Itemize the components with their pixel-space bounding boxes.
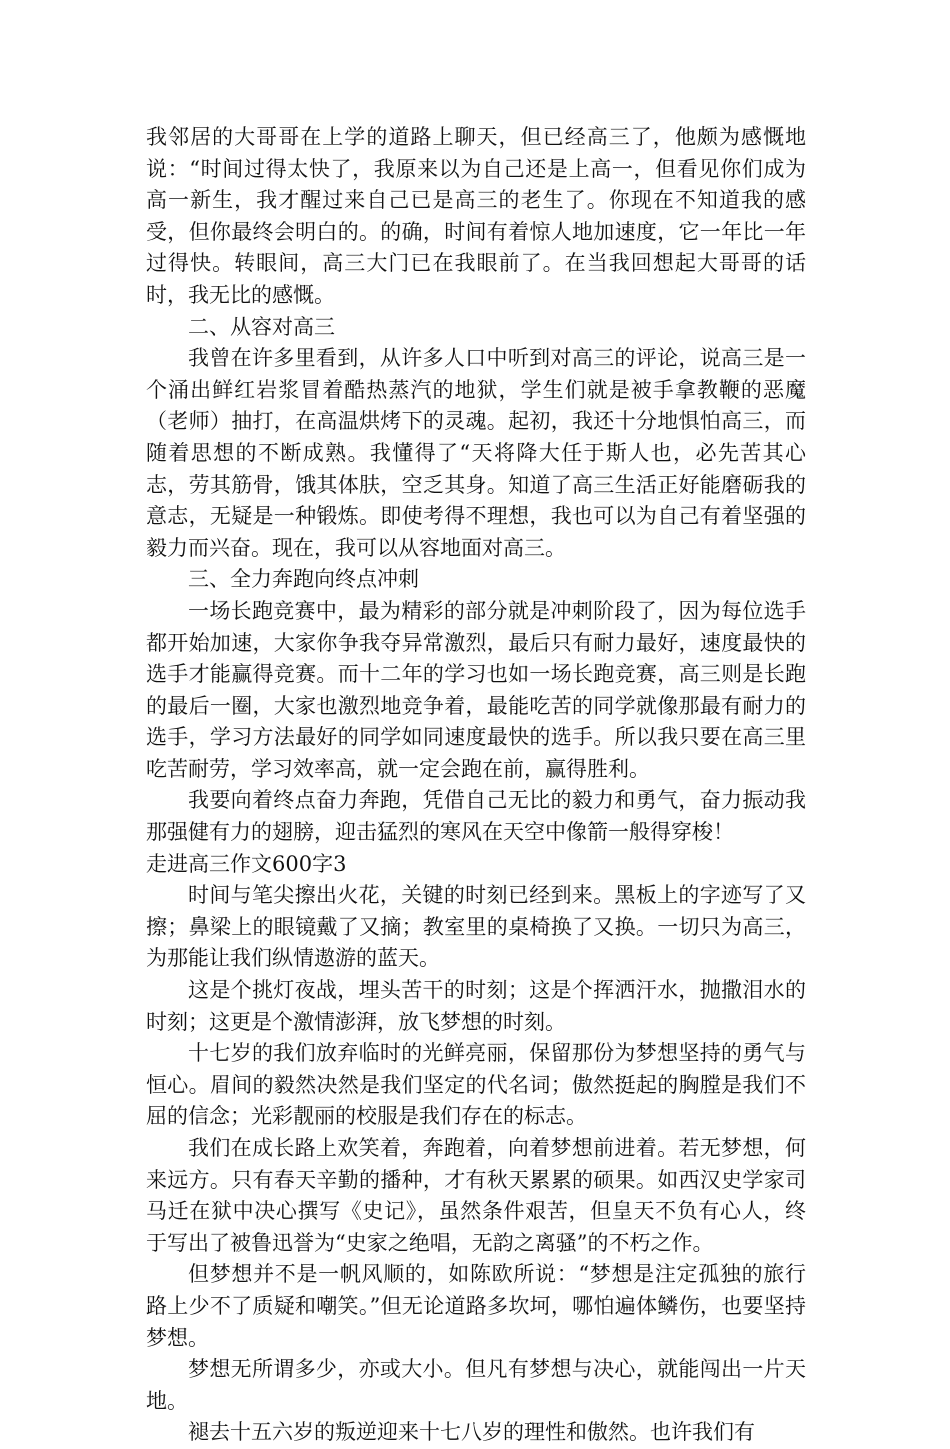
paragraph: 我要向着终点奋力奔跑，凭借自己无比的毅力和勇气，奋力振动我那强健有力的翅膀，迎击猛烈的寒风在天空中像箭一般得穿梭！ [146, 788, 806, 845]
paragraph: 我邻居的大哥哥在上学的道路上聊天，但已经高三了，他颇为感慨地说：“时间过得太快了，我原来以为自己还是上高一，但看见你们成为高一新生，我才醒过来自己已是高三的老生了。你现在不知道我的感受，但你最终会明白的。的确，时间有着惊人地加速度，它一年比一年过得快。转眼间，高三大门已在我眼前了。在当我回想起大哥哥的话时，我无比的感慨。 [146, 125, 806, 307]
paragraph: 一场长跑竞赛中，最为精彩的部分就是冲刺阶段了，因为每位选手都开始加速，大家你争我夺异常激烈，最后只有耐力最好，速度最快的选手才能赢得竞赛。而十二年的学习也如一场长跑竞赛，高三则是长跑的最后一圈，大家也激烈地竞争着，最能吃苦的同学就像那最有耐力的选手，学习方法最好的同学如同速度最快的选手。所以我只要在高三里吃苦耐劳，学习效率高，就一定会跑在前，赢得胜利。 [146, 598, 806, 781]
section-heading: 三、全力奔跑向终点冲刺 [188, 567, 419, 592]
paragraph: 时间与笔尖擦出火花，关键的时刻已经到来。黑板上的字迹写了又擦；鼻梁上的眼镜戴了又摘；教室里的桌椅换了又换。一切只为高三，为那能让我们纵情遨游的蓝天。 [146, 883, 806, 971]
paragraph: 我曾在许多里看到，从许多人口中听到对高三的评论，说高三是一个涌出鲜红岩浆冒着酷热蒸汽的地狱，学生们就是被手拿教鞭的恶魔（老师）抽打，在高温烘烤下的灵魂。起初，我还十分地惧怕高三，而随着思想的不断成熟。我懂得了“天将降大任于斯人也，必先苦其心志，劳其筋骨，饿其体肤，空乏其身。知道了高三生活正好能磨砺我的意志，无疑是一种锻炼。即使考得不理想，我也可以为自己有着坚强的毅力而兴奋。现在，我可以从容地面对高三。 [146, 346, 806, 560]
paragraph: 这是个挑灯夜战，埋头苦干的时刻；这是个挥洒汗水，抛撒泪水的时刻；这更是个激情澎湃，放飞梦想的时刻。 [146, 978, 806, 1034]
paragraph: 梦想无所谓多少，亦或大小。但凡有梦想与决心，就能闯出一片天地。 [146, 1357, 806, 1413]
section-heading: 二、从容对高三 [188, 314, 335, 339]
essay-title: 走进高三作文600字3 [146, 851, 347, 876]
paragraph: 但梦想并不是一帆风顺的，如陈欧所说：“梦想是注定孤独的旅行路上少不了质疑和嘲笑。”但无论道路多坎坷，哪怕遍体鳞伤，也要坚持梦想。 [146, 1262, 806, 1350]
document-body [146, 122, 806, 1449]
paragraph: 十七岁的我们放弃临时的光鲜亮丽，保留那份为梦想坚持的勇气与恒心。眉间的毅然决然是我们坚定的代名词；傲然挺起的胸膛是我们不屈的信念；光彩靓丽的校服是我们存在的标志。 [146, 1041, 806, 1129]
paragraph: 我们在成长路上欢笑着，奔跑着，向着梦想前进着。若无梦想，何来远方。只有春天辛勤的播种，才有秋天累累的硕果。如西汉史学家司马迁在狱中决心撰写《史记》，虽然条件艰苦，但皇天不负有心人，终于写出了被鲁迅誉为“史家之绝唱，无韵之离骚”的不朽之作。 [146, 1136, 806, 1255]
paragraph: 褪去十五六岁的叛逆迎来十七八岁的理性和傲然。也许我们有 [188, 1420, 755, 1445]
